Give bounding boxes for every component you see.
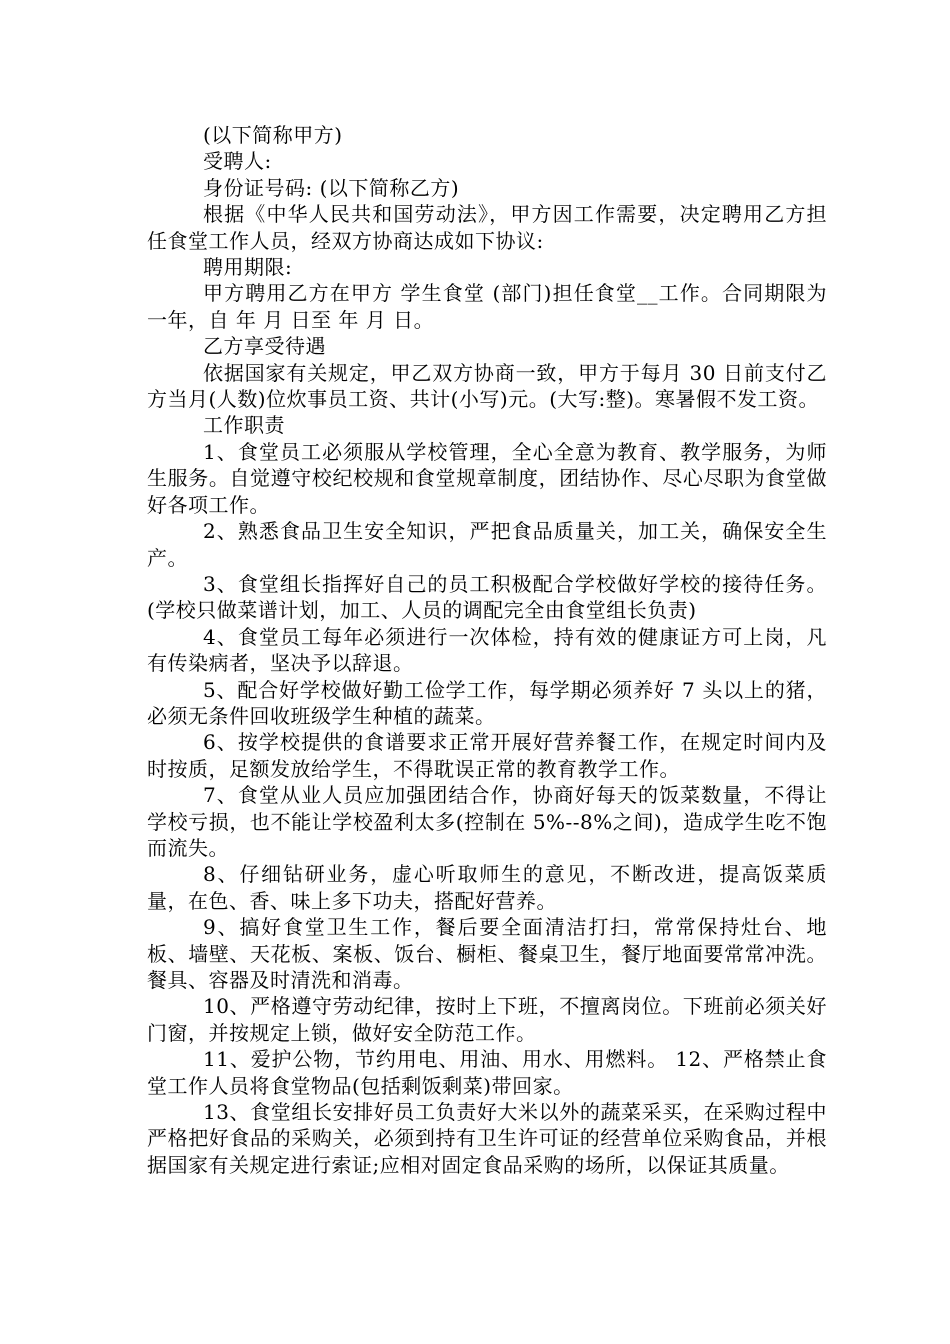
duty-item-5: 5、配合好学校做好勤工俭学工作，每学期必须养好 7 头以上的猪，必须无条件回收班级学生种植的蔬菜。 xyxy=(147,677,827,728)
duty-item-3: 3、食堂组长指挥好自己的员工积极配合学校做好学校的接待任务。(学校只做菜谱计划，加工、人员的调配完全由食堂组长负责) xyxy=(147,571,827,623)
heading-term: 聘用期限: xyxy=(203,255,293,280)
heading-benefits: 乙方享受待遇 xyxy=(203,334,326,359)
duty-item-8: 8、仔细钻研业务，虚心听取师生的意见，不断改进，提高饭菜质量，在色、香、味上多下功夫，搭配好营养。 xyxy=(147,862,827,913)
paragraph-employee: 受聘人: xyxy=(203,149,272,174)
duty-item-11-12: 11、爱护公物，节约用电、用油、用水、用燃料。 12、严格禁止食堂工作人员将食堂物品(包括剩饭剩菜)带回家。 xyxy=(147,1047,827,1098)
duty-item-10: 10、严格遵守劳动纪律，按时上下班，不擅离岗位。下班前必须关好门窗，并按规定上锁，做好安全防范工作。 xyxy=(147,994,827,1045)
heading-duties: 工作职责 xyxy=(203,413,285,438)
paragraph-id-number: 身份证号码: (以下简称乙方) xyxy=(203,175,460,200)
duty-item-13: 13、食堂组长安排好员工负责好大米以外的蔬菜采买，在采购过程中严格把好食品的采购关，必须到持有卫生许可证的经营单位采购食品，并根据国家有关规定进行索证;应相对固定食品采购的场所，以保证其质量。 xyxy=(147,1100,827,1177)
duty-item-6: 6、按学校提供的食谱要求正常开展好营养餐工作，在规定时间内及时按质，足额发放给学生，不得耽误正常的教育教学工作。 xyxy=(147,730,827,781)
duty-item-9: 9、搞好食堂卫生工作，餐后要全面清洁打扫，常常保持灶台、地板、墙壁、天花板、案板、饭台、橱柜、餐桌卫生，餐厅地面要常常冲洗。餐具、容器及时清洗和消毒。 xyxy=(147,915,827,992)
duty-item-1: 1、食堂员工必须服从学校管理，全心全意为教育、教学服务，为师生服务。自觉遵守校纪校规和食堂规章制度，团结协作、尽心尽职为食堂做好各项工作。 xyxy=(147,439,827,517)
paragraph-term: 甲方聘用乙方在甲方 学生食堂 (部门)担任食堂__工作。合同期限为一年，自 年 月 日至 年 月 日。 xyxy=(147,281,827,332)
document-body xyxy=(147,122,827,1178)
paragraph-benefits: 依据国家有关规定，甲乙双方协商一致，甲方于每月 30 日前支付乙方当月(人数)位炊事员工资、共计(小写)元。(大写:整)。寒暑假不发工资。 xyxy=(147,360,827,412)
duty-item-2: 2、熟悉食品卫生安全知识，严把食品质量关，加工关，确保安全生产。 xyxy=(147,519,827,570)
paragraph-legal-basis: 根据《中华人民共和国劳动法》，甲方因工作需要，决定聘用乙方担任食堂工作人员，经双方协商达成如下协议: xyxy=(147,202,827,253)
duty-item-4: 4、食堂员工每年必须进行一次体检，持有效的健康证方可上岗，凡有传染病者，坚决予以辞退。 xyxy=(147,624,827,676)
paragraph-party-a-note: (以下简称甲方) xyxy=(203,123,343,147)
duty-item-7: 7、食堂从业人员应加强团结合作，协商好每天的饭菜数量，不得让学校亏损，也不能让学校盈利太多(控制在 5%--8%之间)，造成学生吃不饱而流失。 xyxy=(147,783,827,860)
